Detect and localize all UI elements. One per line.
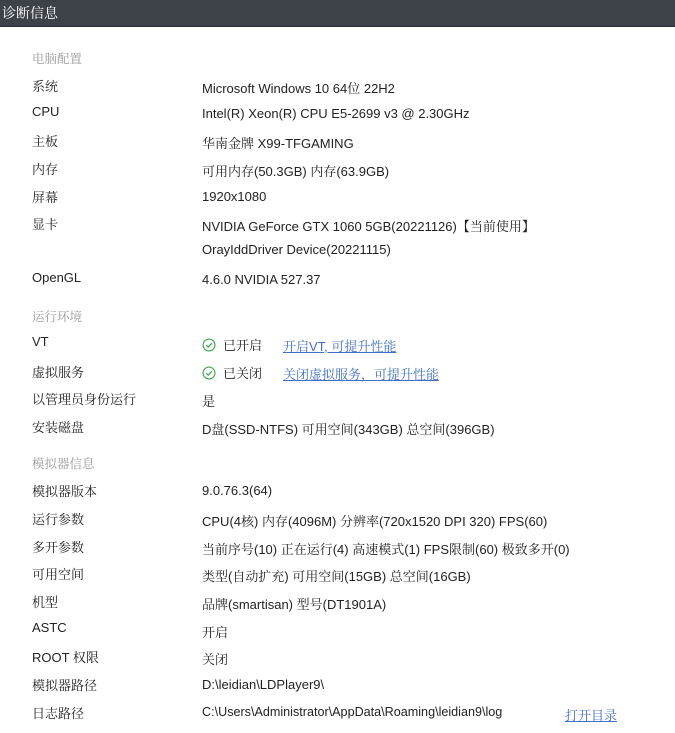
value-screen: 1920x1080 — [202, 189, 267, 204]
label-vt: VT — [32, 334, 49, 349]
value-root: 关闭 — [202, 652, 229, 667]
label-root: ROOT 权限 — [32, 650, 99, 665]
label-disk: 安装磁盘 — [32, 420, 85, 435]
check-circle-icon — [202, 366, 216, 380]
status-vt-text: 已开启 — [223, 338, 263, 353]
label-system: 系统 — [32, 79, 59, 94]
label-log-path: 日志路径 — [32, 706, 85, 721]
label-board: 主板 — [32, 134, 59, 149]
check-circle-icon — [202, 338, 216, 352]
label-memory: 内存 — [32, 162, 59, 177]
value-disk: D盘(SSD-NTFS) 可用空间(343GB) 总空间(396GB) — [202, 422, 495, 437]
value-admin: 是 — [202, 394, 216, 409]
label-multi-params: 多开参数 — [32, 540, 85, 555]
label-emu-version: 模拟器版本 — [32, 484, 98, 499]
status-vt — [202, 335, 262, 354]
window-titlebar — [0, 0, 675, 27]
section-title-pc: 电脑配置 — [32, 52, 83, 66]
disable-virt-service-link[interactable]: 关闭虚拟服务，可提升性能 — [283, 367, 440, 382]
label-cpu: CPU — [32, 104, 60, 119]
label-admin: 以管理员身份运行 — [32, 392, 137, 407]
status-virt-service-text: 已关闭 — [223, 366, 263, 381]
label-astc: ASTC — [32, 620, 67, 635]
label-free-space: 可用空间 — [32, 567, 85, 582]
open-directory-link[interactable]: 打开目录 — [565, 708, 618, 723]
section-title-env: 运行环境 — [32, 310, 83, 324]
value-multi-params: 当前序号(10) 正在运行(4) 高速模式(1) FPS限制(60) 极致多开(0) — [202, 542, 570, 557]
value-free-space: 类型(自动扩充) 可用空间(15GB) 总空间(16GB) — [202, 569, 471, 584]
value-gpu-primary: NVIDIA GeForce GTX 1060 5GB(20221126)【当前使用】 — [202, 219, 535, 234]
value-device-model: 品牌(smartisan) 型号(DT1901A) — [202, 597, 387, 612]
value-emu-version: 9.0.76.3(64) — [202, 483, 273, 498]
window-title: 诊断信息 — [2, 5, 58, 21]
value-opengl: 4.6.0 NVIDIA 527.37 — [202, 272, 321, 287]
value-cpu: Intel(R) Xeon(R) CPU E5-2699 v3 @ 2.30GHz — [202, 106, 470, 121]
value-astc: 开启 — [202, 625, 229, 640]
value-run-params: CPU(4核) 内存(4096M) 分辨率(720x1520 DPI 320) FPS(60) — [202, 514, 548, 529]
label-screen: 屏幕 — [32, 190, 59, 205]
label-opengl: OpenGL — [32, 270, 82, 285]
status-virt-service — [202, 363, 262, 382]
enable-vt-link[interactable]: 开启VT, 可提升性能 — [283, 339, 397, 354]
value-system: Microsoft Windows 10 64位 22H2 — [202, 81, 395, 96]
section-title-emu: 模拟器信息 — [32, 457, 95, 471]
label-run-params: 运行参数 — [32, 512, 85, 527]
value-board: 华南金牌 X99-TFGAMING — [202, 136, 354, 151]
label-virt-service: 虚拟服务 — [32, 365, 85, 380]
label-gpu: 显卡 — [32, 217, 59, 232]
value-log-path: C:\Users\Administrator\AppData\Roaming\leidian9\log — [202, 705, 503, 719]
value-memory: 可用内存(50.3GB) 内存(63.9GB) — [202, 164, 390, 179]
label-emu-path: 模拟器路径 — [32, 678, 98, 693]
value-emu-path: D:\leidian\LDPlayer9\ — [202, 677, 325, 692]
label-device-model: 机型 — [32, 595, 59, 610]
value-gpu-secondary: OrayIddDriver Device(20221115) — [202, 242, 391, 257]
